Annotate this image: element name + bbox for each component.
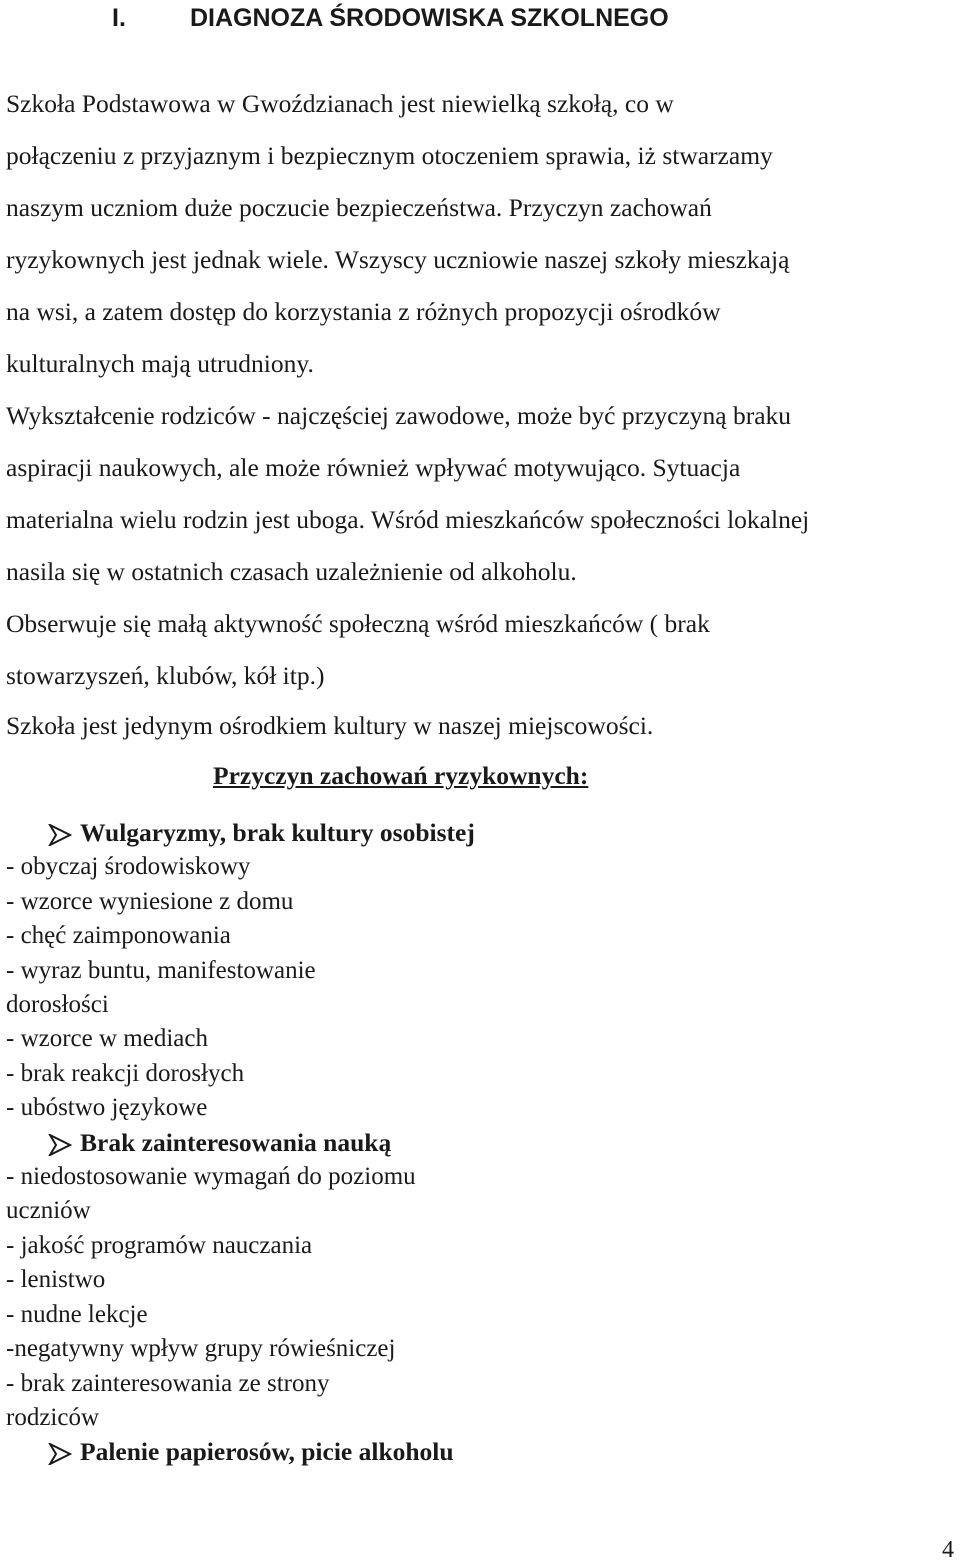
list-item: -negatywny wpływ grupy rówieśniczej <box>6 1335 396 1363</box>
list-item: - brak reakcji dorosłych <box>6 1059 245 1087</box>
list-item: - niedostosowanie wymagań do poziomu <box>6 1163 416 1191</box>
list-item: - chęć zaimponowania <box>6 922 231 950</box>
intro-line: Wykształcenie rodziców - najczęściej zawodowe, może być przyczyną braku <box>6 401 792 430</box>
intro-line: Obserwuje się małą aktywność społeczną wśród mieszkańców ( brak <box>6 609 710 638</box>
category-heading <box>6 1435 956 1469</box>
intro-line: Szkoła Podstawowa w Gwoździanach jest niewielką szkołą, co w <box>6 89 674 118</box>
intro-paragraph <box>6 78 956 750</box>
list-item: - brak zainteresowania ze strony <box>6 1369 330 1397</box>
intro-line: materialna wielu rodzin jest uboga. Wśród mieszkańców społeczności lokalnej <box>6 505 810 534</box>
category-heading <box>6 816 956 850</box>
risk-causes-list <box>6 816 956 1470</box>
risk-causes-heading: Przyczyn zachowań ryzykownych: <box>213 761 589 790</box>
list-item: - ubóstwo językowe <box>6 1094 208 1122</box>
intro-line: nasila się w ostatnich czasach uzależnienie od alkoholu. <box>6 557 577 586</box>
intro-line: połączeniu z przyjaznym i bezpiecznym otoczeniem sprawia, iż stwarzamy <box>6 141 773 170</box>
list-item: - wzorce wyniesione z domu <box>6 887 294 915</box>
section-number: I. <box>112 4 126 32</box>
list-item: uczniów <box>6 1197 91 1225</box>
list-item: - wyraz buntu, manifestowanie <box>6 956 316 984</box>
category-title: Wulgaryzmy, brak kultury osobistej <box>80 818 475 847</box>
category-title: Brak zainteresowania nauką <box>80 1127 392 1157</box>
list-item: - jakość programów nauczania <box>6 1231 313 1259</box>
list-item: rodziców <box>6 1403 100 1431</box>
list-item: - wzorce w mediach <box>6 1025 208 1053</box>
section-title: DIAGNOZA ŚRODOWISKA SZKOLNEGO <box>190 4 669 32</box>
intro-line: stowarzyszeń, klubów, kół itp.) <box>6 661 325 690</box>
intro-line: naszym uczniom duże poczucie bezpieczeństwa. Przyczyn zachowań <box>6 193 712 222</box>
category-heading <box>6 1126 956 1160</box>
list-item: dorosłości <box>6 991 109 1019</box>
arrowhead-bullet-icon <box>48 1134 76 1156</box>
arrowhead-bullet-icon <box>48 824 76 846</box>
intro-line: ryzykownych jest jednak wiele. Wszyscy uczniowie naszej szkoły mieszkają <box>6 245 790 274</box>
intro-line: Szkoła jest jedynym ośrodkiem kultury w naszej miejscowości. <box>6 711 654 740</box>
category-title: Palenie papierosów, picie alkoholu <box>80 1437 454 1467</box>
intro-line: aspiracji naukowych, ale może również wpływać motywująco. Sytuacja <box>6 453 741 482</box>
arrowhead-bullet-icon <box>48 1443 76 1465</box>
intro-line: na wsi, a zatem dostęp do korzystania z różnych propozycji ośrodków <box>6 297 721 326</box>
list-item: - obyczaj środowiskowy <box>6 853 251 881</box>
intro-line: kulturalnych mają utrudniony. <box>6 349 314 378</box>
page-number: 4 <box>942 1537 954 1563</box>
list-item: - lenistwo <box>6 1266 106 1294</box>
list-item: - nudne lekcje <box>6 1300 148 1328</box>
section-heading <box>112 0 669 36</box>
